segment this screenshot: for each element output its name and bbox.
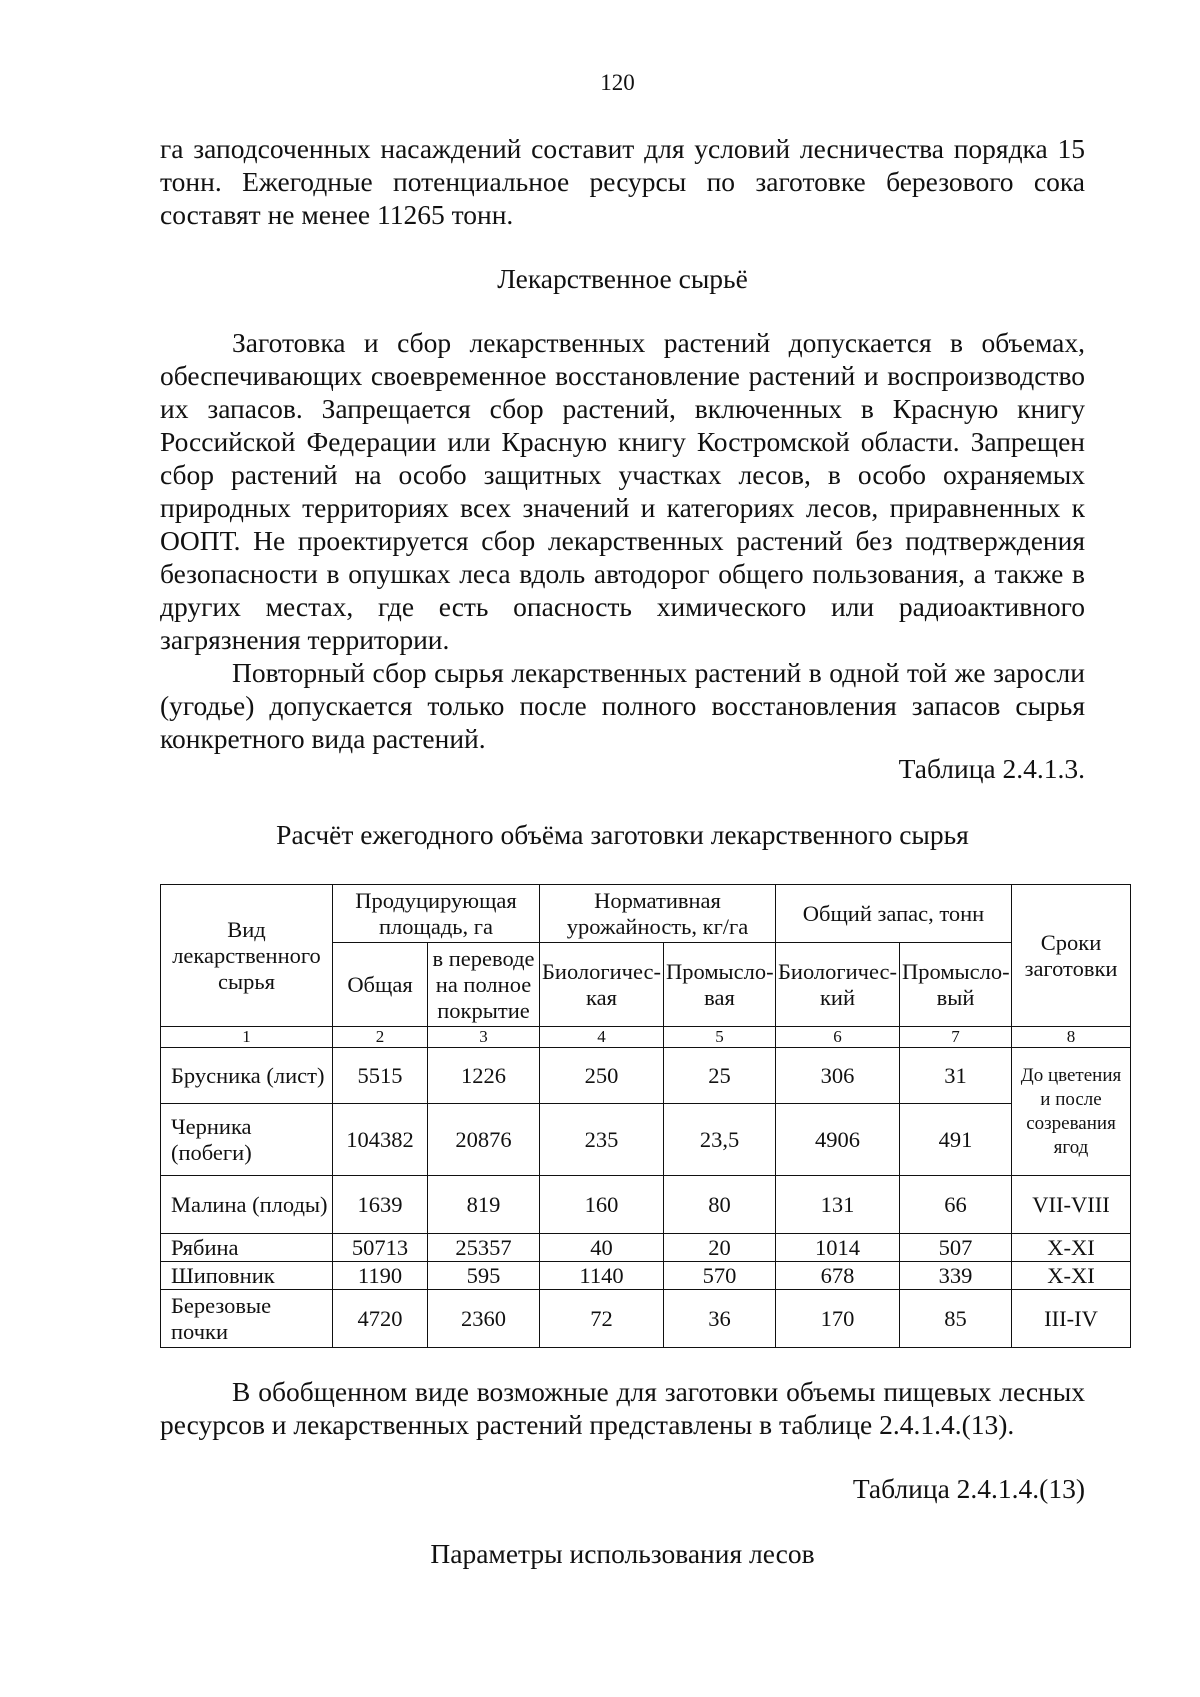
header-terms: Сроки заготовки	[1012, 885, 1131, 1027]
summary-paragraph	[160, 1375, 1085, 1441]
area-total: 104382	[333, 1104, 428, 1176]
stock-bio: 306	[776, 1048, 900, 1104]
harvest-table	[160, 884, 1131, 1348]
paragraph-1: Заготовка и сбор лекарственных растений допускается в объемах, обеспечивающих своевременное восстановление растений и воспроизводство их запасов. Запрещается сбор растений, включенных в Красную книгу Российской Федерации или Красную книгу Костромской области. Запрещен сбор растений на особо защитных участках лесов, в особо охраняемых природных территориях всех значений и категориях лесов, приравненных к ООПТ. Не проектируется сбор лекарственных растений без подтверждения безопасности в опушках леса вдоль автодорог общего пользования, а также в других местах, где есть опасность химического или радиоактивного загрязнения территории.	[160, 327, 1085, 655]
stock-bio: 4906	[776, 1104, 900, 1176]
species-name: Шиповник	[161, 1262, 333, 1290]
table-label-2: Таблица 2.4.1.4.(13)	[852, 1473, 1085, 1504]
stock-bio: 170	[776, 1290, 900, 1348]
area-total: 4720	[333, 1290, 428, 1348]
species-name: Березовые почки	[161, 1290, 333, 1348]
stock-comm: 66	[900, 1176, 1012, 1234]
page-number: 120	[600, 70, 635, 95]
species-name: Черника (побеги)	[161, 1104, 333, 1176]
yield-comm: 36	[664, 1290, 776, 1348]
column-number: 4	[540, 1027, 664, 1048]
yield-bio: 1140	[540, 1262, 664, 1290]
header-yield: Нормативная урожайность, кг/га	[540, 885, 776, 943]
yield-bio: 250	[540, 1048, 664, 1104]
yield-comm: 80	[664, 1176, 776, 1234]
species-name: Брусника (лист)	[161, 1048, 333, 1104]
column-number: 1	[161, 1027, 333, 1048]
intro-text: га заподсоченных насаждений составит для условий лесничества порядка 15 тонн. Ежегодные потенциальное ресурсы по заготовке березового сока составят не менее 11265 тонн.	[160, 133, 1085, 230]
header-stock: Общий запас, тонн	[776, 885, 1012, 943]
table-row	[161, 1176, 1131, 1234]
body-text	[160, 326, 1085, 755]
stock-comm: 491	[900, 1104, 1012, 1176]
area-converted: 819	[428, 1176, 540, 1234]
header-area-total: Общая	[333, 943, 428, 1027]
harvest-term: III-IV	[1012, 1290, 1131, 1348]
column-number: 8	[1012, 1027, 1131, 1048]
area-total: 50713	[333, 1234, 428, 1262]
header-yield-comm: Промысло-вая	[664, 943, 776, 1027]
species-name: Рябина	[161, 1234, 333, 1262]
area-converted: 1226	[428, 1048, 540, 1104]
yield-comm: 25	[664, 1048, 776, 1104]
harvest-term-merged: До цветения и после созревания ягод	[1012, 1048, 1131, 1176]
area-converted: 595	[428, 1262, 540, 1290]
column-number-row	[161, 1027, 1131, 1048]
header-yield-bio: Биологичес-кая	[540, 943, 664, 1027]
yield-comm: 23,5	[664, 1104, 776, 1176]
paragraph-3: В обобщенном виде возможные для заготовки объемы пищевых лесных ресурсов и лекарственных растений представлены в таблице 2.4.1.4.(13).	[160, 1376, 1085, 1440]
column-number: 3	[428, 1027, 540, 1048]
yield-comm: 20	[664, 1234, 776, 1262]
harvest-term: VII-VIII	[1012, 1176, 1131, 1234]
stock-bio: 678	[776, 1262, 900, 1290]
header-row-1	[161, 885, 1131, 943]
column-number: 7	[900, 1027, 1012, 1048]
stock-comm: 85	[900, 1290, 1012, 1348]
table-row	[161, 1048, 1131, 1104]
yield-bio: 72	[540, 1290, 664, 1348]
section-heading-2: Параметры использования лесов	[430, 1538, 815, 1569]
section-heading: Лекарственное сырьё	[497, 263, 748, 294]
yield-bio: 235	[540, 1104, 664, 1176]
table-row	[161, 1290, 1131, 1348]
yield-bio: 40	[540, 1234, 664, 1262]
area-converted: 20876	[428, 1104, 540, 1176]
stock-comm: 507	[900, 1234, 1012, 1262]
table-row	[161, 1104, 1131, 1176]
header-stock-comm: Промысло-вый	[900, 943, 1012, 1027]
header-stock-bio: Биологичес-кий	[776, 943, 900, 1027]
harvest-term: X-XI	[1012, 1262, 1131, 1290]
column-number: 6	[776, 1027, 900, 1048]
table-row	[161, 1234, 1131, 1262]
stock-bio: 131	[776, 1176, 900, 1234]
table-label: Таблица 2.4.1.3.	[898, 753, 1085, 784]
header-species: Вид лекарственного сырья	[161, 885, 333, 1027]
yield-comm: 570	[664, 1262, 776, 1290]
stock-comm: 31	[900, 1048, 1012, 1104]
species-name: Малина (плоды)	[161, 1176, 333, 1234]
area-total: 5515	[333, 1048, 428, 1104]
header-area-converted: в переводе на полное покрытие	[428, 943, 540, 1027]
area-converted: 25357	[428, 1234, 540, 1262]
stock-bio: 1014	[776, 1234, 900, 1262]
table-title: Расчёт ежегодного объёма заготовки лекарственного сырья	[276, 819, 969, 850]
stock-comm: 339	[900, 1262, 1012, 1290]
header-area: Продуцирующая площадь, га	[333, 885, 540, 943]
table-row	[161, 1262, 1131, 1290]
yield-bio: 160	[540, 1176, 664, 1234]
column-number: 2	[333, 1027, 428, 1048]
column-number: 5	[664, 1027, 776, 1048]
harvest-term: X-XI	[1012, 1234, 1131, 1262]
paragraph-2: Повторный сбор сырья лекарственных растений в одной той же заросли (угодье) допускается только после полного восстановления запасов сырья конкретного вида растений.	[160, 657, 1085, 754]
intro-paragraph	[160, 132, 1085, 231]
area-total: 1639	[333, 1176, 428, 1234]
area-converted: 2360	[428, 1290, 540, 1348]
area-total: 1190	[333, 1262, 428, 1290]
